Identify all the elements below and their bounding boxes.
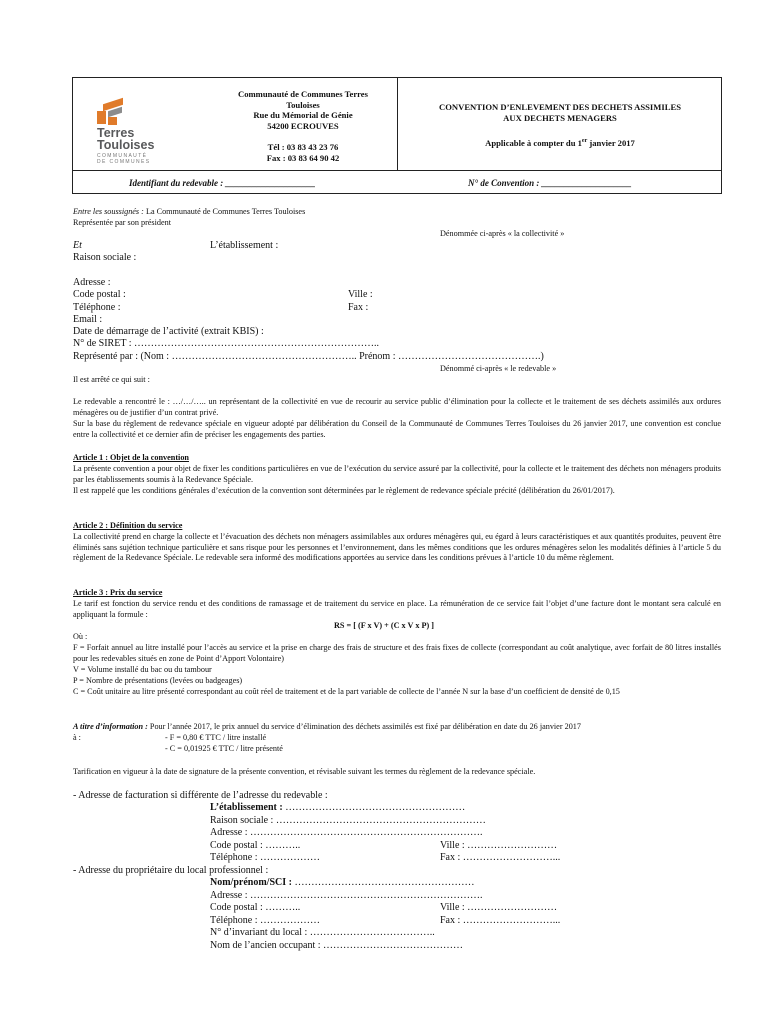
owner-telephone-field[interactable]: Téléphone : ……………… <box>210 915 320 926</box>
owner-heading: - Adresse du propriétaire du local professionnel : <box>73 865 269 876</box>
adresse-field[interactable]: Adresse : <box>73 277 111 288</box>
header-divider-vertical <box>397 78 398 170</box>
siret-field[interactable]: N° de SIRET : ……………………………………………………………….. <box>73 338 380 349</box>
represente-president: Représentée par son président <box>73 218 171 227</box>
price-formula: RS = [ (F x V) + (C x V x P) ] <box>334 621 434 630</box>
intro-paragraph-2: Sur la base du règlement de redevance spéciale en vigueur adopté par délibération du Conseil de la Communauté de Communes Terres Touloises du 26 janvier 2017, une convention est conclue entre la collectivité et ce dernier afin de préciser les engagements des parties. <box>73 419 721 439</box>
billing-etablissement-field[interactable]: L’établissement : ……………………………………………… <box>210 802 466 813</box>
billing-raison-sociale-field[interactable]: Raison sociale : ……………………………………………………… <box>210 815 486 826</box>
article-2-title: Article 2 : Définition du service <box>73 521 183 530</box>
definition-v: V = Volume installé du bac ou du tambour <box>73 665 212 674</box>
ou-label: Où : <box>73 632 88 641</box>
article-2-paragraph: La collectivité prend en charge la collecte et l’évacuation des déchets non ménagers assimilables aux ordures ménagères qui, eu égard à leurs caractéristiques et aux quantités produites, peuvent être éliminés sans sujétion technique particulière et sans risque pour les personnes et l’environnement, dans les mêmes conditions que les ordures ménagères selon les modalités définies à l’article 5 du règlement de la Redevance Spéciale. Le redevable sera informé des modifications apportées au service dans les conditions prévues à l’article 10 du même règlement. <box>73 532 721 563</box>
owner-invariant-field[interactable]: N° d’invariant du local : ……………………………….. <box>210 927 435 938</box>
owner-ancien-occupant-field[interactable]: Nom de l’ancien occupant : …………………………………… <box>210 940 464 951</box>
owner-code-postal-field[interactable]: Code postal : ……….. <box>210 902 301 913</box>
billing-adresse-field[interactable]: Adresse : ……………………………………………………………. <box>210 827 483 838</box>
fax-field[interactable]: Fax : <box>348 302 369 313</box>
price-c: - C = 0,01925 € TTC / litre présenté <box>165 744 283 753</box>
information-a: à : <box>73 733 81 742</box>
owner-ville-field[interactable]: Ville : ……………………… <box>440 902 558 913</box>
article-1-paragraph-1: La présente convention a pour objet de fixer les conditions particulières en vue de l’exécution du service assuré par la collectivité, pour la collecte et le traitement des déchets non ménagers produits par les établissements soumis à la Redevance Spéciale. <box>73 464 721 484</box>
email-field[interactable]: Email : <box>73 314 103 325</box>
article-1-paragraph-2: Il est rappelé que les conditions générales d’exécution de la convention sont déterminées par le règlement de redevance spéciale précité (délibération du 26/01/2017). <box>73 486 615 495</box>
ville-field[interactable]: Ville : <box>348 289 373 300</box>
definition-c: C = Coût unitaire au litre présenté correspondant au coût réel de traitement et de la part variable de collecte de l’année N sur la base d’un coefficient de densité de 0,15 <box>73 687 620 696</box>
intro-paragraph-1: Le redevable a rencontré le : …/…/….. un représentant de la collectivité en vue de recourir au service public d’élimination pour la collecte et le traitement de ses déchets assimilés aux ordures ménagères ou de justifier d’un contrat privé. <box>73 397 721 417</box>
etablissement-field[interactable]: L’établissement : <box>210 240 279 251</box>
header-divider-horizontal <box>73 170 721 171</box>
applicable-date: Applicable à compter du 1er janvier 2017 <box>485 138 635 149</box>
billing-telephone-field[interactable]: Téléphone : ……………… <box>210 852 320 863</box>
owner-adresse-field[interactable]: Adresse : ……………………………………………………………. <box>210 890 483 901</box>
date-demarrage-field[interactable]: Date de démarrage de l’activité (extrait KBIS) : <box>73 326 264 337</box>
identifiant-redevable: Identifiant du redevable : ____________________ <box>129 178 316 188</box>
billing-heading: - Adresse de facturation si différente de l’adresse du redevable : <box>73 790 328 801</box>
denommee-collectivite: Dénommée ci-après « la collectivité » <box>440 229 565 238</box>
et-label: Et <box>73 240 82 251</box>
billing-ville-field[interactable]: Ville : ……………………… <box>440 840 558 851</box>
denomme-redevable: Dénommé ci-après « le redevable » <box>440 364 557 373</box>
article-3-title: Article 3 : Prix du service <box>73 588 163 597</box>
billing-code-postal-field[interactable]: Code postal : ……….. <box>210 840 301 851</box>
header-box <box>72 77 722 194</box>
owner-nom-field[interactable]: Nom/prénom/SCI : ……………………………………………… <box>210 877 475 888</box>
telephone-field[interactable]: Téléphone : <box>73 302 121 313</box>
tarification-text: Tarification en vigueur à la date de signature de la présente convention, et révisable suivant les termes du règlement de la redevance spéciale. <box>73 767 536 776</box>
article-1-title: Article 1 : Objet de la convention <box>73 453 189 462</box>
terres-touloises-logo: Terres Touloises COMMUNAUTÉ DE COMMUNES <box>95 96 165 166</box>
information-line: A titre d’information : Pour l’année 2017, le prix annuel du service d’élimination des déchets assimilés est fixé par délibération en date du 26 janvier 2017 <box>73 722 581 731</box>
arrete-text: Il est arrêté ce qui suit : <box>73 375 150 384</box>
represente-par-field[interactable]: Représenté par : (Nom : ……………………………………………….. Prénom : …………………………………….) <box>73 351 544 362</box>
convention-title: CONVENTION D’ENLEVEMENT DES DECHETS ASSIMILES AUX DECHETS MENAGERS Applicable à compter du 1er janvier 2017 <box>399 102 721 149</box>
org-telephone: Tél : 03 83 43 23 76 <box>267 142 339 153</box>
org-fax: Fax : 03 83 64 90 42 <box>266 152 340 163</box>
code-postal-field[interactable]: Code postal : <box>73 289 126 300</box>
entre-soussignes: Entre les soussignés : La Communauté de Communes Terres Touloises <box>73 207 306 216</box>
organisation-address: Communauté de Communes Terres Touloises Rue du Mémorial de Génie 54200 ECROUVES Tél : 03 83 43 23 76 Fax : 03 83 64 90 42 <box>213 89 393 164</box>
numero-convention: N° de Convention : ____________________ <box>468 178 632 188</box>
price-f: - F = 0,80 € TTC / litre installé <box>165 733 267 742</box>
article-3-paragraph: Le tarif est fonction du service rendu et des conditions de ramassage et de traitement du service en place. La rémunération de ce service fait l’objet d’une facture dont le montant sera calculé en appliquant la formule : <box>73 599 721 619</box>
raison-sociale-field[interactable]: Raison sociale : <box>73 252 137 263</box>
definition-f: F = Forfait annuel au litre installé pour l’accès au service et la prise en charge des frais de structure et des frais fixes de collecte (correspondant au coût analytique, avec forfait de 80 litres installés pour les redevables situés en zone de Point d’Apport Volontaire) <box>73 643 721 663</box>
billing-fax-field[interactable]: Fax : ………………………... <box>440 852 561 863</box>
definition-p: P = Nombre de présentations (levées ou badgeages) <box>73 676 243 685</box>
owner-fax-field[interactable]: Fax : ………………………... <box>440 915 561 926</box>
